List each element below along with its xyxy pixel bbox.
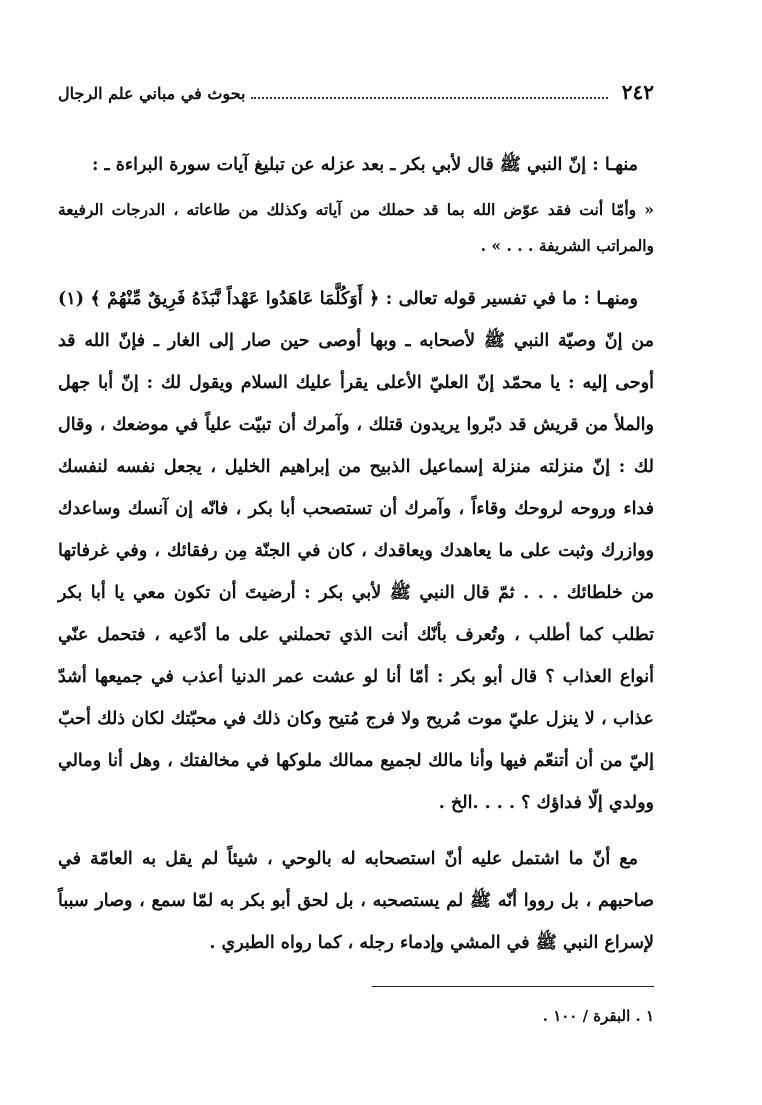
quoted-passage: « وأمّا أنت فقد عوّض الله بما قد حملك من آياته وكذلك من طاعاته ، الدرجات الرفيعة والمراتب الشريفة . . . » . xyxy=(58,200,654,255)
page-number: ٢٤٢ xyxy=(621,80,654,104)
footnote-divider xyxy=(372,986,654,987)
paragraph-2: ومنهـا : ما في تفسير قوله تعالى : ﴿ أَوَكُلَّمَا عَاهَدُوا عَهْداً نَّبَذَهُ فَرِيقٌ مِّنْهُمْ ﴾ (١) من إنّ وصيّة النبي ﷺ لأصحابه ـ وبها أوصى حين صار إلى الغار ـ فإنّ الله قد أوحى إليه : يا محمّد إنّ العليّ الأعلى يقرأ عليك السلام ويقول لك : إنّ أبا جهل والملأ من قريش قد دبّروا يريدون قتلك ، وآمرك أن تبيّت علياً في موضعك ، وقال لك : إنّ منزلته منزلة إسماعيل الذبيح من إبراهيم الخليل ، يجعل نفسه لنفسك فداء وروحه لروحك وقاءاً ، وآمرك أن تستصحب أبا بكر ، فانّه إن آنسك وساعدك ووازرك وثبت على ما يعاهدك ويعاقدك ، كان في الجنّة مِن رفقائك ، وفي غرفاتها من خلطائك . . . ثمّ قال النبي ﷺ لأبي بكر : أرضيتَ أن تكون معي يا أبا بكر تطلب كما أطلب ، وتُعرف بأنّك أنت الذي تحملني على ما أدّعيه ، فتحمل عنّي أنواع العذاب ؟ قال أبو بكر : أمّا أنا لو عشت عمر الدنيا أعذب في جميعها أشدّ عذاب ، لا ينزل عليّ موت مُريح ولا فرج مُتيح وكان ذلك في محبّتك لكان ذلك أحبّ إليّ من أن أتنعّم فيها وأنا مالك لجميع ممالك ملوكها في مخالفتك ، وهل أنا ومالي وولدي إلّا فداؤك ؟ . . . .الخ . xyxy=(58,289,654,813)
main-text xyxy=(58,144,654,964)
running-title: بحوث في مباني علم الرجال xyxy=(58,84,246,103)
header-leader-dots xyxy=(251,96,607,99)
page xyxy=(58,80,654,1031)
page-header xyxy=(58,80,654,114)
paragraph-1: منهـا : إنّ النبي ﷺ قال لأبي بكر ـ بعد عزله عن تبليغ آيات سورة البراءة ـ : xyxy=(91,155,638,175)
footnote: ١ . البقرة / ١٠٠ . xyxy=(542,1007,654,1025)
paragraph-3: مع أنّ ما اشتمل عليه أنّ استصحابه له بالوحي ، شيئاً لم يقل به العامّة في صاحبهم ، بل رووا أنّه ﷺ لم يستصحبه ، بل لحق أبو بكر به لمّا سمع ، وصار سبباً لإسراع النبي ﷺ في المشي وإدماء رجله ، كما رواه الطبري . xyxy=(58,849,654,953)
